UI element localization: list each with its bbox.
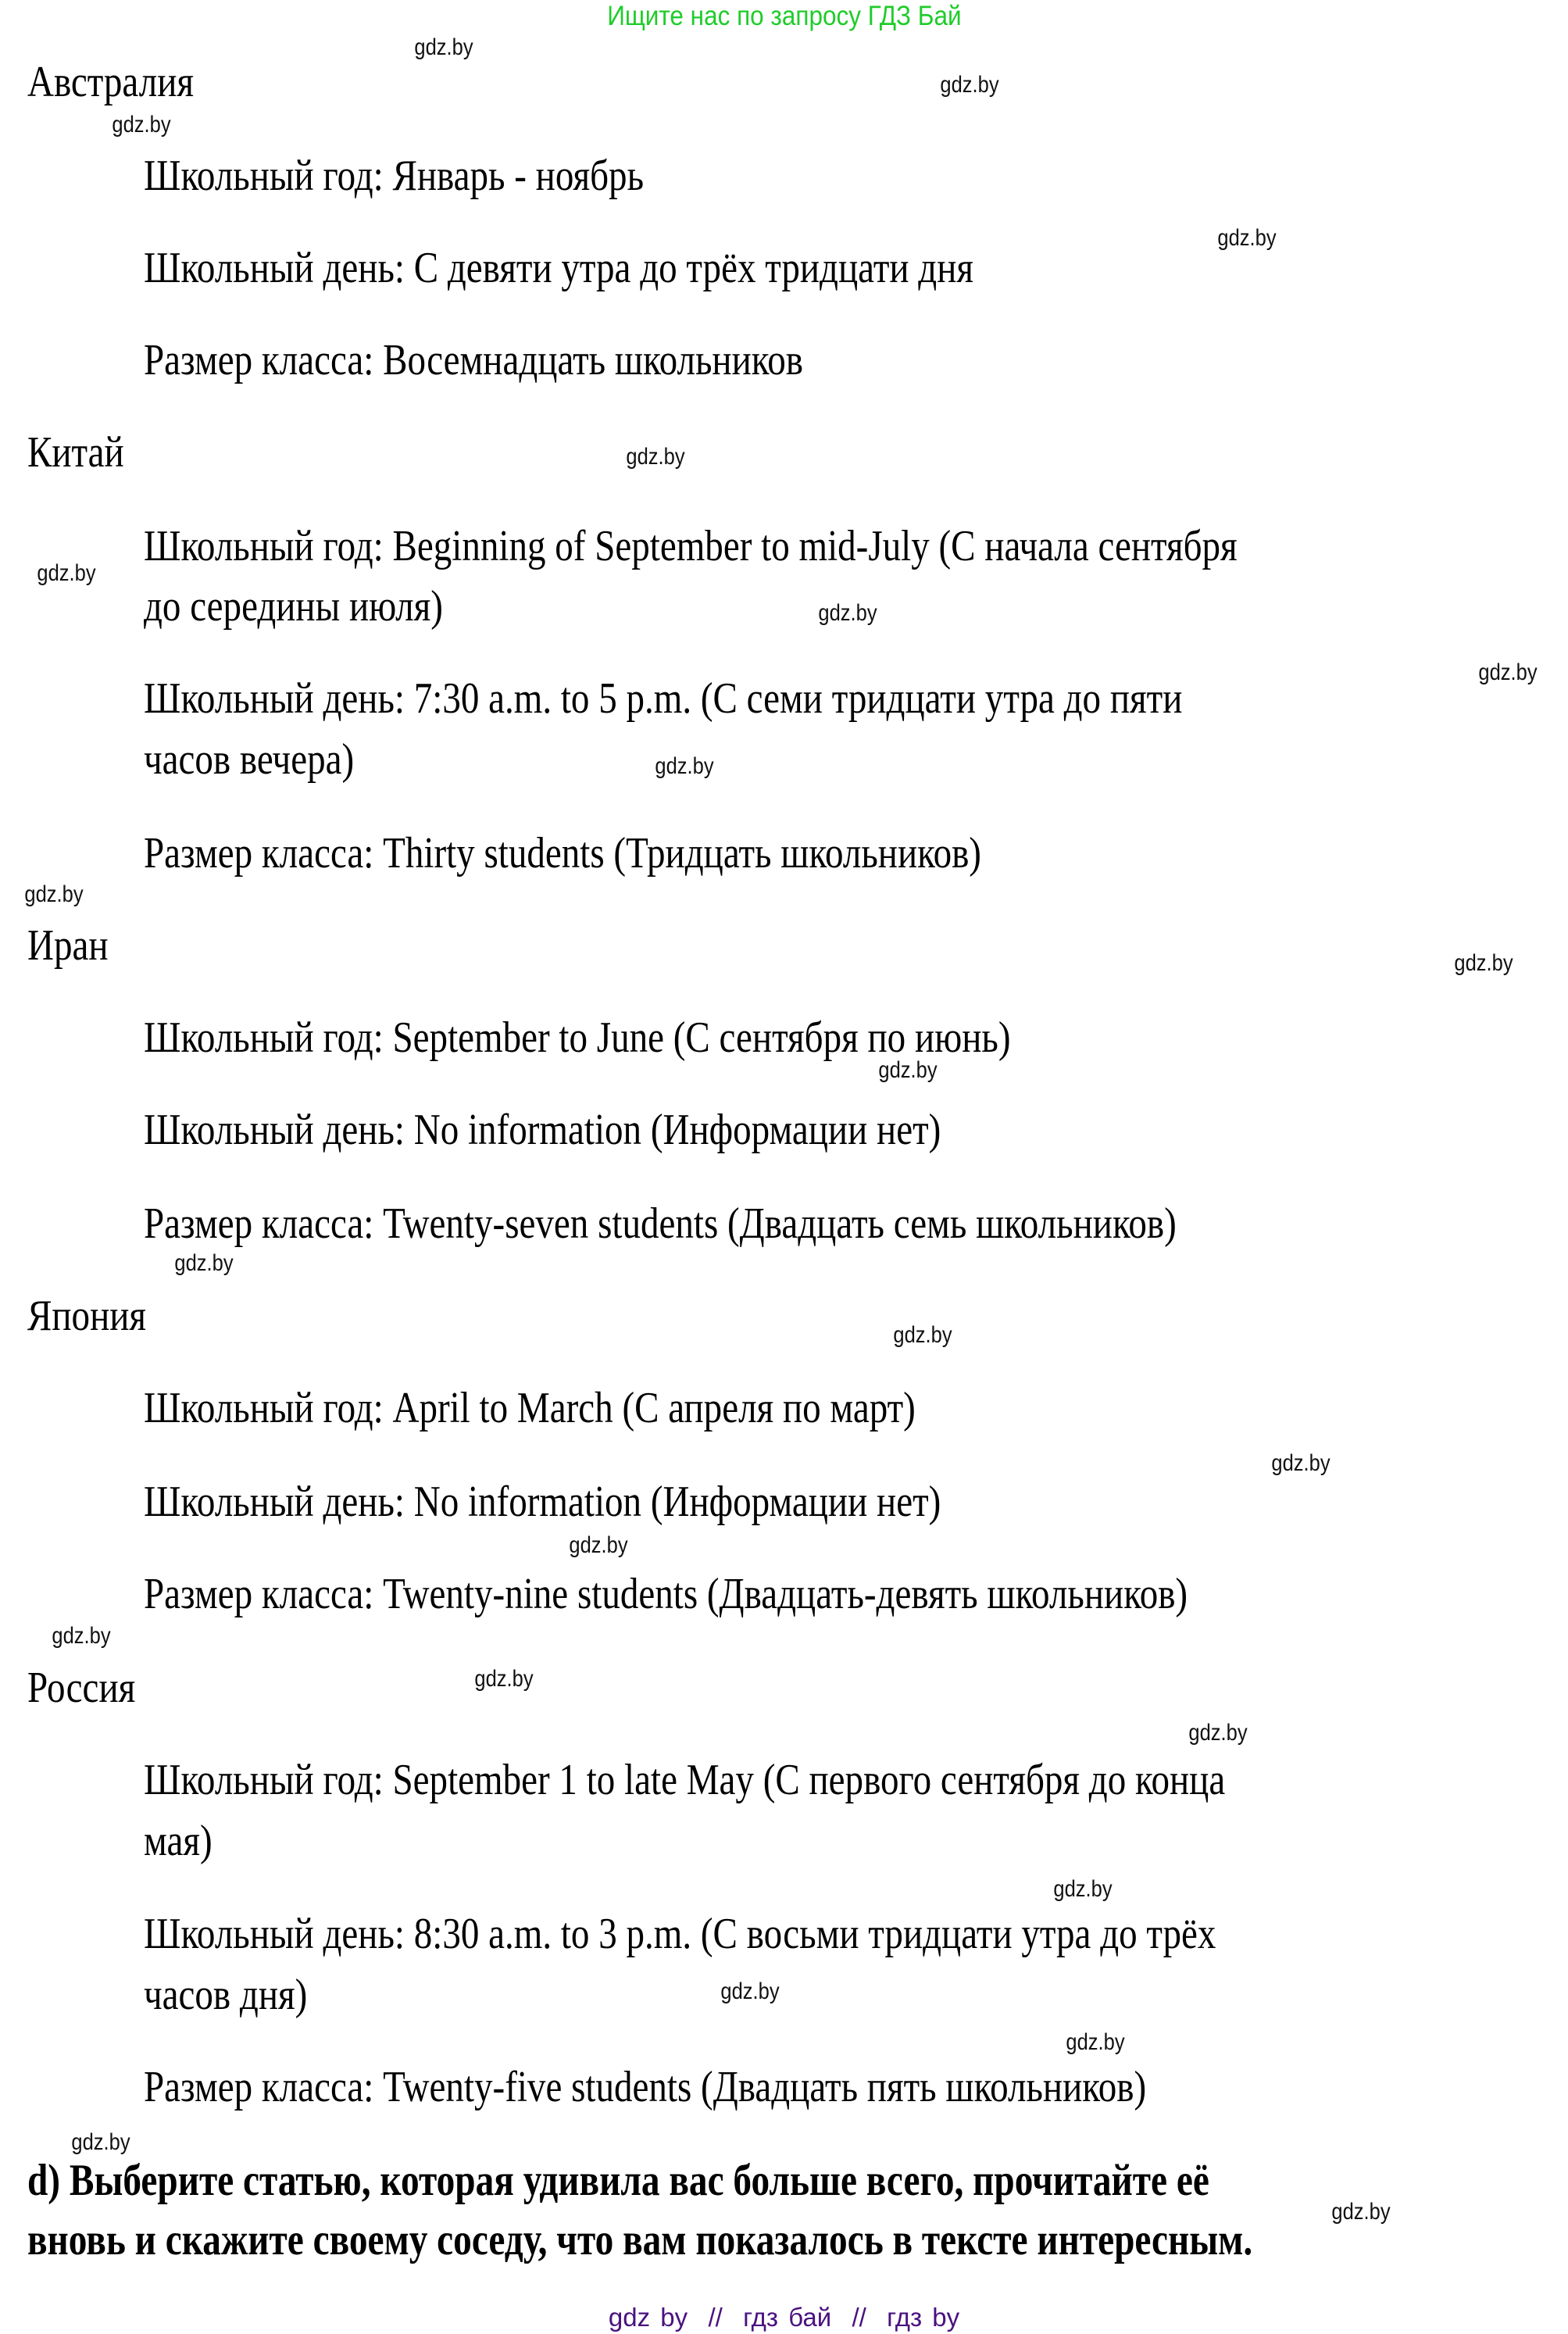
school-day: Школьный день: No information (Информации нет) (144, 1478, 941, 1526)
watermark: gdz.by (71, 2129, 130, 2155)
watermark: gdz.by (1271, 1450, 1330, 1476)
banner-text: Ищите нас по запросу ГДЗ Бай (606, 1, 962, 31)
country-heading-china: Китай (27, 428, 124, 477)
country-heading-australia: Австралия (27, 58, 195, 106)
watermark: gdz.by (474, 1666, 534, 1692)
school-year: Школьный год: September to June (С сентября по июнь) (144, 1013, 1011, 1062)
school-year: Школьный год: Январь - ноябрь (144, 152, 645, 200)
watermark: gdz.by (1331, 2199, 1391, 2225)
class-size: Размер класса: Twenty-five students (Двадцать пять школьников) (144, 2063, 1147, 2111)
watermark: gdz.by (818, 600, 877, 626)
school-day: Школьный день: No information (Информации нет) (144, 1106, 941, 1154)
watermark: gdz.by (940, 72, 999, 98)
watermark: gdz.by (112, 112, 171, 138)
school-day-line-1: Школьный день: 8:30 a.m. to 3 p.m. (С восьми тридцати утра до трёх (144, 1910, 1216, 1958)
watermark: gdz.by (720, 1978, 780, 2004)
watermark: gdz.by (37, 560, 96, 586)
watermark: gdz.by (1066, 2029, 1125, 2055)
watermark: gdz.by (655, 753, 714, 779)
watermark: gdz.by (174, 1250, 234, 1276)
watermark: gdz.by (52, 1623, 111, 1649)
watermark: gdz.by (878, 1057, 938, 1083)
watermark: gdz.by (1217, 225, 1277, 251)
class-size: Размер класса: Thirty students (Тридцать школьников) (144, 829, 981, 877)
country-heading-iran: Иран (27, 921, 109, 970)
class-size: Размер класса: Twenty-seven students (Двадцать семь школьников) (144, 1199, 1177, 1248)
school-day-line-2: часов дня) (144, 1971, 308, 2019)
class-size: Размер класса: Восемнадцать школьников (144, 336, 803, 384)
country-heading-russia: Россия (27, 1664, 136, 1712)
watermark: gdz.by (414, 34, 473, 60)
task-instruction-line-2: вновь и скажите своему соседу, что вам показалось в тексте интересным. (27, 2215, 1253, 2264)
watermark: gdz.by (1454, 950, 1513, 976)
school-year-line-2: мая) (144, 1817, 213, 1865)
watermark: gdz.by (1478, 659, 1538, 685)
school-year-line-1: Школьный год: September 1 to late May (С первого сентября до конца (144, 1756, 1226, 1804)
school-day-line-1: Школьный день: 7:30 a.m. to 5 p.m. (С семи тридцати утра до пяти (144, 674, 1183, 723)
school-day-line-2: часов вечера) (144, 735, 355, 784)
footer-links: gdz by // гдз бай // гдз by (608, 2303, 960, 2332)
watermark: gdz.by (1188, 1720, 1248, 1746)
school-year-line-1: Школьный год: Beginning of September to mid-July (С начала сентября (144, 522, 1238, 570)
school-year: Школьный год: April to March (С апреля по март) (144, 1384, 916, 1432)
watermark: gdz.by (893, 1322, 952, 1348)
watermark: gdz.by (626, 444, 685, 470)
task-instruction-line-1: d) Выберите статью, которая удивила вас больше всего, прочитайте её (27, 2156, 1209, 2205)
watermark: gdz.by (569, 1532, 628, 1558)
watermark: gdz.by (24, 881, 84, 907)
class-size: Размер класса: Twenty-nine students (Двадцать-девять школьников) (144, 1570, 1188, 1618)
country-heading-japan: Япония (27, 1292, 147, 1340)
school-day: Школьный день: С девяти утра до трёх тридцати дня (144, 244, 974, 292)
watermark: gdz.by (1053, 1876, 1113, 1902)
search-banner (0, 2, 1568, 31)
school-year-line-2: до середины июля) (144, 582, 443, 631)
